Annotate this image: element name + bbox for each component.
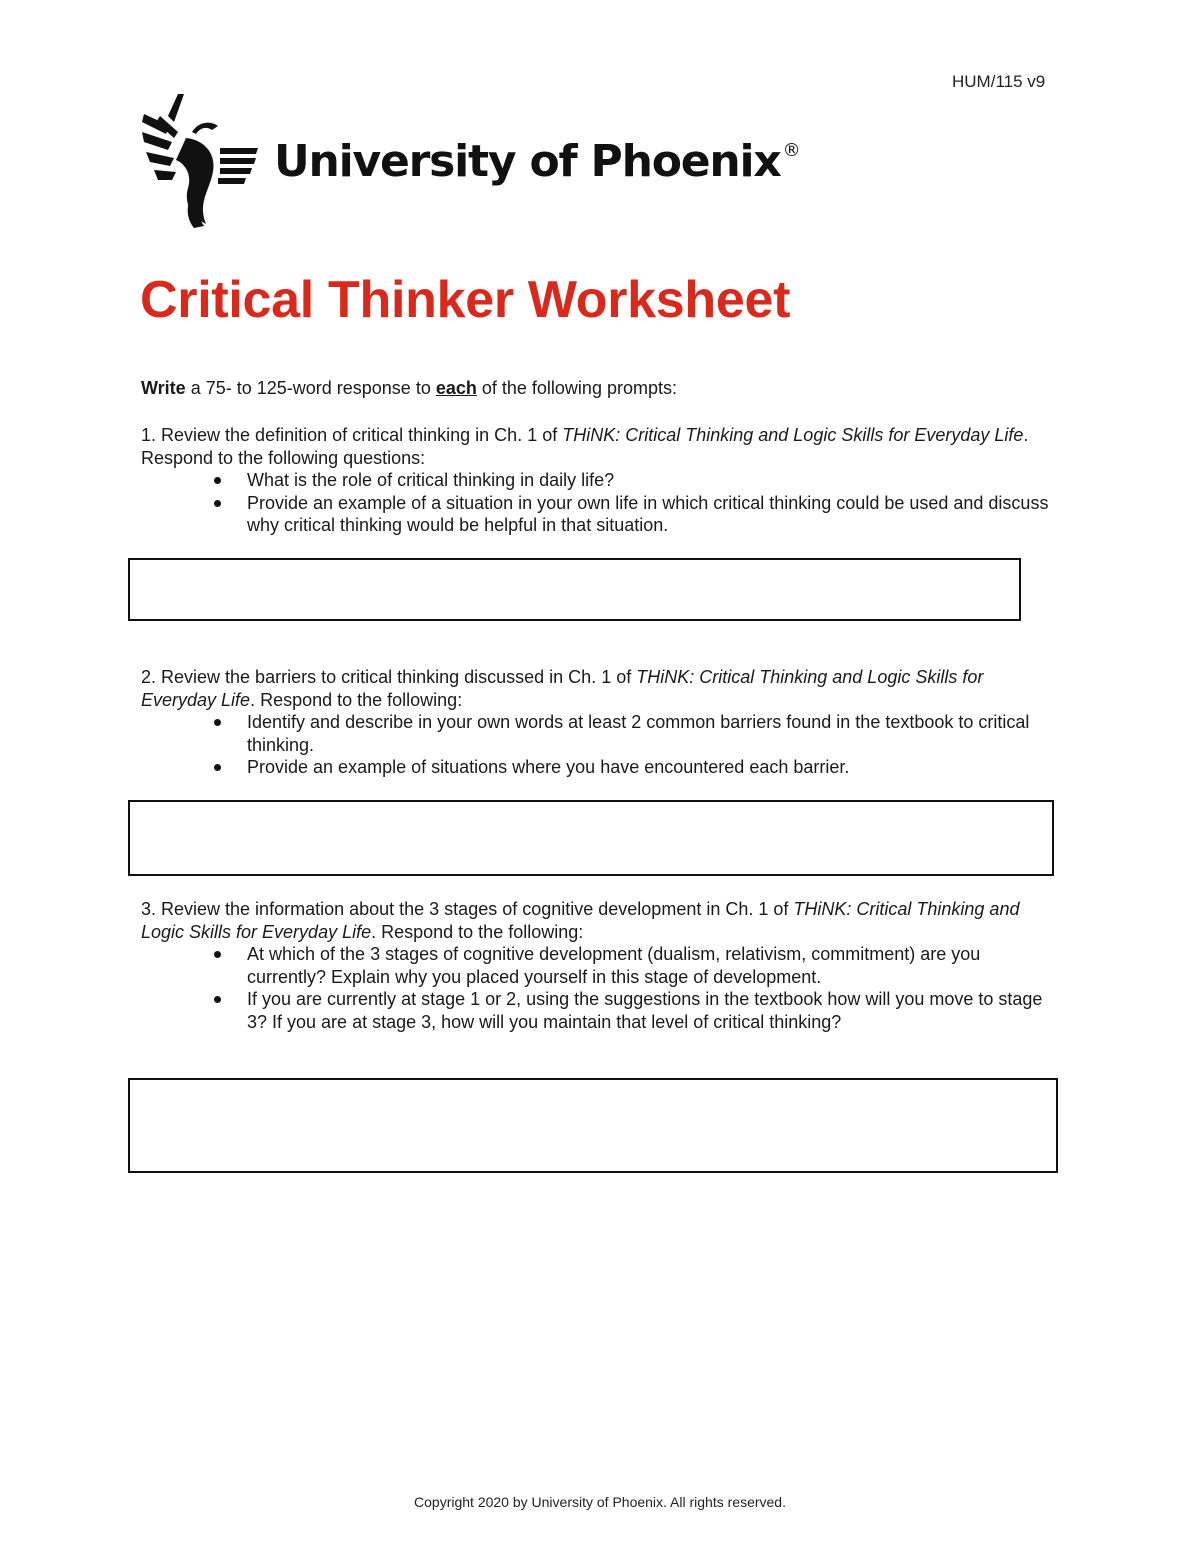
question-3-lead: 3. Review the information about the 3 stages of cognitive development in Ch. 1 of xyxy=(141,899,794,919)
list-item xyxy=(247,756,1051,779)
question-1-book-title: THiNK: Critical Thinking and Logic Skills for Everyday Life xyxy=(562,425,1024,445)
question-2-tail: . Respond to the following: xyxy=(250,689,463,710)
bullet-icon xyxy=(214,996,221,1003)
list-item xyxy=(247,711,1051,756)
question-2-bullets xyxy=(141,711,1051,779)
course-code: HUM/115 v9 xyxy=(952,72,1046,91)
question-2-bullet-1: Identify and describe in your own words at least 2 common barriers found in the textbook to critical thinking. xyxy=(247,712,1030,755)
question-1-tail: . Respond to the following questions: xyxy=(141,425,1029,468)
instructions-write: Write xyxy=(141,378,186,398)
logo-name: University of Phoenix xyxy=(274,136,781,187)
list-item xyxy=(247,492,1051,537)
instructions-end: of the following prompts: xyxy=(476,378,677,398)
bullet-icon xyxy=(214,477,221,484)
question-1-bullet-1: What is the role of critical thinking in daily life? xyxy=(247,470,615,490)
bullet-icon xyxy=(214,951,221,958)
question-1-bullets xyxy=(141,469,1051,537)
question-1-prompt xyxy=(141,424,1051,469)
instructions-middle: a 75- to 125-word response to xyxy=(185,378,436,398)
question-1-bullet-2: Provide an example of a situation in your own life in which critical thinking could be used and discuss why critical thinking would be helpful in that situation. xyxy=(247,492,1049,535)
instructions xyxy=(141,377,1051,400)
list-item xyxy=(247,988,1051,1033)
question-2-lead: 2. Review the barriers to critical thinking discussed in Ch. 1 of xyxy=(141,667,637,687)
instructions-each: each xyxy=(435,378,477,398)
answer-box-2[interactable] xyxy=(128,800,1054,876)
question-2-bullet-2: Provide an example of situations where you have encountered each barrier. xyxy=(247,757,850,777)
page-title: Critical Thinker Worksheet xyxy=(140,271,791,329)
copyright-footer: Copyright 2020 by University of Phoenix. All rights reserved. xyxy=(414,1494,786,1510)
phoenix-bird-icon xyxy=(140,92,260,232)
question-1-lead: 1. Review the definition of critical thinking in Ch. 1 of xyxy=(141,425,563,445)
logo-wordmark xyxy=(274,136,799,187)
question-3-tail: . Respond to the following: xyxy=(371,921,584,942)
answer-box-3[interactable] xyxy=(128,1078,1058,1173)
bullet-icon xyxy=(214,719,221,726)
bullet-icon xyxy=(214,500,221,507)
bullet-icon xyxy=(214,764,221,771)
question-2-prompt xyxy=(141,666,1051,711)
question-3-prompt xyxy=(141,898,1051,943)
registered-mark: ® xyxy=(782,140,800,161)
question-3-bullet-2: If you are currently at stage 1 or 2, using the suggestions in the textbook how will you move to stage 3? If you are at stage 3, how will you maintain that level of critical thinking? xyxy=(247,989,1043,1032)
question-3-bullet-1: At which of the 3 stages of cognitive development (dualism, relativism, commitment) are you currently? Explain why you placed yourself in this stage of development. xyxy=(247,944,981,987)
question-3 xyxy=(141,898,1051,1033)
list-item xyxy=(247,469,1051,492)
question-3-book-title: THiNK: Critical Thinking and Logic Skills for Everyday Life xyxy=(141,899,1020,942)
question-2 xyxy=(141,666,1051,779)
answer-box-1[interactable] xyxy=(128,558,1021,621)
question-1 xyxy=(141,424,1051,537)
question-3-bullets xyxy=(141,943,1051,1033)
list-item xyxy=(247,943,1051,988)
question-2-book-title: THiNK: Critical Thinking and Logic Skills for Everyday Life xyxy=(141,667,984,710)
